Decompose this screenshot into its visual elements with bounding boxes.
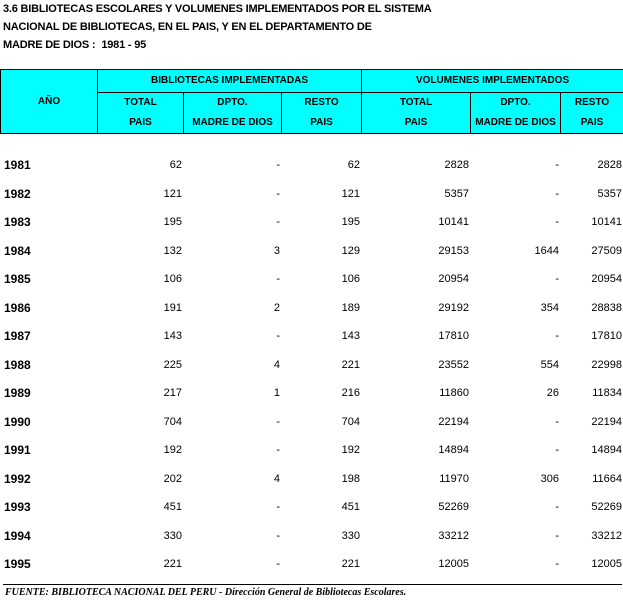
value-cell: 2 bbox=[273, 301, 280, 314]
value-cell: 195 bbox=[163, 216, 182, 229]
title-line-1: 3.6 BIBLIOTECAS ESCOLARES Y VOLUMENES IMPLEMENTADOS POR EL SISTEMA bbox=[3, 3, 432, 15]
year-cell: 1986 bbox=[4, 300, 31, 315]
sub-header-line: TOTAL bbox=[399, 97, 433, 108]
year-cell: 1991 bbox=[4, 443, 31, 458]
value-cell: 33212 bbox=[591, 529, 622, 542]
year-cell: 1983 bbox=[4, 215, 31, 230]
table-row bbox=[0, 294, 623, 323]
value-cell: 221 bbox=[341, 358, 360, 371]
year-cell: 1994 bbox=[4, 528, 31, 543]
sub-header-line: RESTO bbox=[574, 97, 610, 108]
value-cell: 704 bbox=[341, 415, 360, 428]
sub-header-total-pais bbox=[98, 93, 184, 134]
value-cell: 1 bbox=[273, 387, 280, 400]
value-cell: 189 bbox=[341, 301, 360, 314]
value-cell: 121 bbox=[163, 187, 182, 200]
value-cell: 52269 bbox=[438, 501, 469, 514]
value-cell: 221 bbox=[163, 558, 182, 571]
value-cell: 451 bbox=[163, 501, 182, 514]
value-cell: 5357 bbox=[444, 187, 469, 200]
value-cell: 17810 bbox=[438, 330, 469, 343]
value-cell: 14894 bbox=[591, 444, 622, 457]
value-cell: 20954 bbox=[591, 273, 622, 286]
table-row bbox=[0, 522, 623, 551]
table-row bbox=[0, 379, 623, 408]
sub-header-line: DPTO. bbox=[500, 97, 531, 108]
value-cell: - bbox=[555, 273, 559, 286]
table-row bbox=[0, 493, 623, 522]
value-cell: 198 bbox=[341, 472, 360, 485]
value-cell: 121 bbox=[341, 187, 360, 200]
value-cell: 330 bbox=[163, 529, 182, 542]
value-cell: 225 bbox=[163, 358, 182, 371]
value-cell: 22998 bbox=[591, 358, 622, 371]
value-cell: 22194 bbox=[438, 415, 469, 428]
value-cell: 62 bbox=[347, 159, 360, 172]
data-table bbox=[0, 151, 623, 579]
value-cell: - bbox=[276, 415, 280, 428]
value-cell: - bbox=[555, 558, 559, 571]
value-cell: 192 bbox=[341, 444, 360, 457]
value-cell: 191 bbox=[163, 301, 182, 314]
table-row bbox=[0, 237, 623, 266]
sub-header-line: PAIS bbox=[310, 117, 333, 128]
title-line-3-text: MADRE DE DIOS : bbox=[3, 39, 96, 51]
value-cell: - bbox=[555, 330, 559, 343]
title-line-2: NACIONAL DE BIBLIOTECAS, EN EL PAIS, Y EN EL DEPARTAMENTO DE bbox=[3, 21, 372, 33]
value-cell: - bbox=[276, 558, 280, 571]
year-cell: 1995 bbox=[4, 557, 31, 572]
year-cell: 1985 bbox=[4, 272, 31, 287]
value-cell: 10141 bbox=[438, 216, 469, 229]
sub-header-line: DPTO. bbox=[217, 97, 248, 108]
year-cell: 1992 bbox=[4, 471, 31, 486]
value-cell: 14894 bbox=[438, 444, 469, 457]
sub-header-dpto bbox=[184, 93, 282, 134]
value-cell: 3 bbox=[273, 244, 280, 257]
value-cell: 12005 bbox=[591, 558, 622, 571]
value-cell: 20954 bbox=[438, 273, 469, 286]
value-cell: 2828 bbox=[597, 159, 622, 172]
value-cell: 29153 bbox=[438, 244, 469, 257]
year-cell: 1981 bbox=[4, 158, 31, 173]
value-cell: 106 bbox=[163, 273, 182, 286]
value-cell: 11860 bbox=[439, 387, 469, 400]
title-line-3 bbox=[3, 39, 146, 51]
sub-header-total-pais bbox=[362, 93, 471, 134]
value-cell: 330 bbox=[341, 529, 360, 542]
sub-header-dpto bbox=[471, 93, 561, 134]
value-cell: 106 bbox=[341, 273, 360, 286]
value-cell: 11834 bbox=[592, 387, 622, 400]
value-cell: 354 bbox=[540, 301, 559, 314]
value-cell: 62 bbox=[169, 159, 182, 172]
title-years: 1981 - 95 bbox=[101, 39, 147, 51]
table-row bbox=[0, 322, 623, 351]
footer-rule bbox=[3, 584, 622, 585]
value-cell: 22194 bbox=[591, 415, 622, 428]
table-row bbox=[0, 151, 623, 180]
value-cell: 11664 bbox=[592, 472, 622, 485]
table-row bbox=[0, 465, 623, 494]
value-cell: 27509 bbox=[591, 244, 622, 257]
value-cell: 52269 bbox=[591, 501, 622, 514]
value-cell: 704 bbox=[163, 415, 182, 428]
value-cell: - bbox=[555, 216, 559, 229]
year-cell: 1990 bbox=[4, 414, 31, 429]
table-row bbox=[0, 208, 623, 237]
table-row bbox=[0, 351, 623, 380]
value-cell: - bbox=[276, 444, 280, 457]
value-cell: 129 bbox=[341, 244, 360, 257]
value-cell: - bbox=[555, 187, 559, 200]
value-cell: - bbox=[276, 330, 280, 343]
value-cell: - bbox=[555, 444, 559, 457]
value-cell: 451 bbox=[341, 501, 360, 514]
year-cell: 1987 bbox=[4, 329, 31, 344]
value-cell: - bbox=[555, 501, 559, 514]
sub-header-line: MADRE DE DIOS bbox=[475, 117, 556, 128]
value-cell: - bbox=[276, 187, 280, 200]
volumenes-group-header: VOLUMENES IMPLEMENTADOS bbox=[362, 70, 623, 93]
value-cell: 10141 bbox=[591, 216, 622, 229]
table-row bbox=[0, 436, 623, 465]
value-cell: - bbox=[276, 159, 280, 172]
value-cell: 23552 bbox=[438, 358, 469, 371]
sub-header-resto-pais bbox=[282, 93, 362, 134]
value-cell: - bbox=[276, 216, 280, 229]
sub-header-line: PAIS bbox=[404, 117, 428, 128]
sub-header-resto-pais bbox=[561, 93, 623, 134]
value-cell: 221 bbox=[341, 558, 360, 571]
value-cell: 26 bbox=[546, 387, 559, 400]
year-cell: 1988 bbox=[4, 357, 31, 372]
sub-header-line: PAIS bbox=[580, 117, 604, 128]
value-cell: - bbox=[555, 159, 559, 172]
table-header bbox=[0, 69, 623, 134]
value-cell: 17810 bbox=[591, 330, 622, 343]
value-cell: 216 bbox=[341, 387, 360, 400]
table-row bbox=[0, 550, 623, 579]
value-cell: - bbox=[276, 501, 280, 514]
value-cell: 29192 bbox=[438, 301, 469, 314]
sub-header-line: TOTAL bbox=[124, 97, 157, 108]
value-cell: 4 bbox=[273, 358, 280, 371]
value-cell: - bbox=[276, 273, 280, 286]
value-cell: 217 bbox=[163, 387, 182, 400]
year-cell: 1993 bbox=[4, 500, 31, 515]
table-row bbox=[0, 265, 623, 294]
value-cell: - bbox=[276, 529, 280, 542]
value-cell: 195 bbox=[341, 216, 360, 229]
value-cell: 2828 bbox=[444, 159, 469, 172]
value-cell: 5357 bbox=[597, 187, 622, 200]
value-cell: 33212 bbox=[438, 529, 469, 542]
bibliotecas-group-header: BIBLIOTECAS IMPLEMENTADAS bbox=[98, 70, 362, 93]
year-cell: 1984 bbox=[4, 243, 31, 258]
value-cell: 306 bbox=[540, 472, 559, 485]
value-cell: 11970 bbox=[439, 472, 469, 485]
value-cell: - bbox=[555, 415, 559, 428]
sub-header-line: RESTO bbox=[304, 97, 339, 108]
value-cell: 1644 bbox=[534, 244, 559, 257]
value-cell: 202 bbox=[163, 472, 182, 485]
sub-header-line: PAIS bbox=[129, 117, 152, 128]
year-column-header: AÑO bbox=[1, 70, 98, 134]
value-cell: 143 bbox=[341, 330, 360, 343]
value-cell: 28838 bbox=[591, 301, 622, 314]
year-cell: 1989 bbox=[4, 386, 31, 401]
table-row bbox=[0, 408, 623, 437]
value-cell: 12005 bbox=[438, 558, 469, 571]
value-cell: 4 bbox=[273, 472, 280, 485]
data-rows bbox=[0, 151, 623, 579]
source-note: FUENTE: BIBLIOTECA NACIONAL DEL PERU - Dirección General de Bibliotecas Escolares. bbox=[5, 587, 407, 598]
value-cell: 132 bbox=[163, 244, 182, 257]
table-row bbox=[0, 180, 623, 209]
value-cell: - bbox=[555, 529, 559, 542]
sub-header-line: MADRE DE DIOS bbox=[192, 117, 273, 128]
value-cell: 143 bbox=[163, 330, 182, 343]
year-cell: 1982 bbox=[4, 186, 31, 201]
value-cell: 554 bbox=[540, 358, 559, 371]
value-cell: 192 bbox=[163, 444, 182, 457]
